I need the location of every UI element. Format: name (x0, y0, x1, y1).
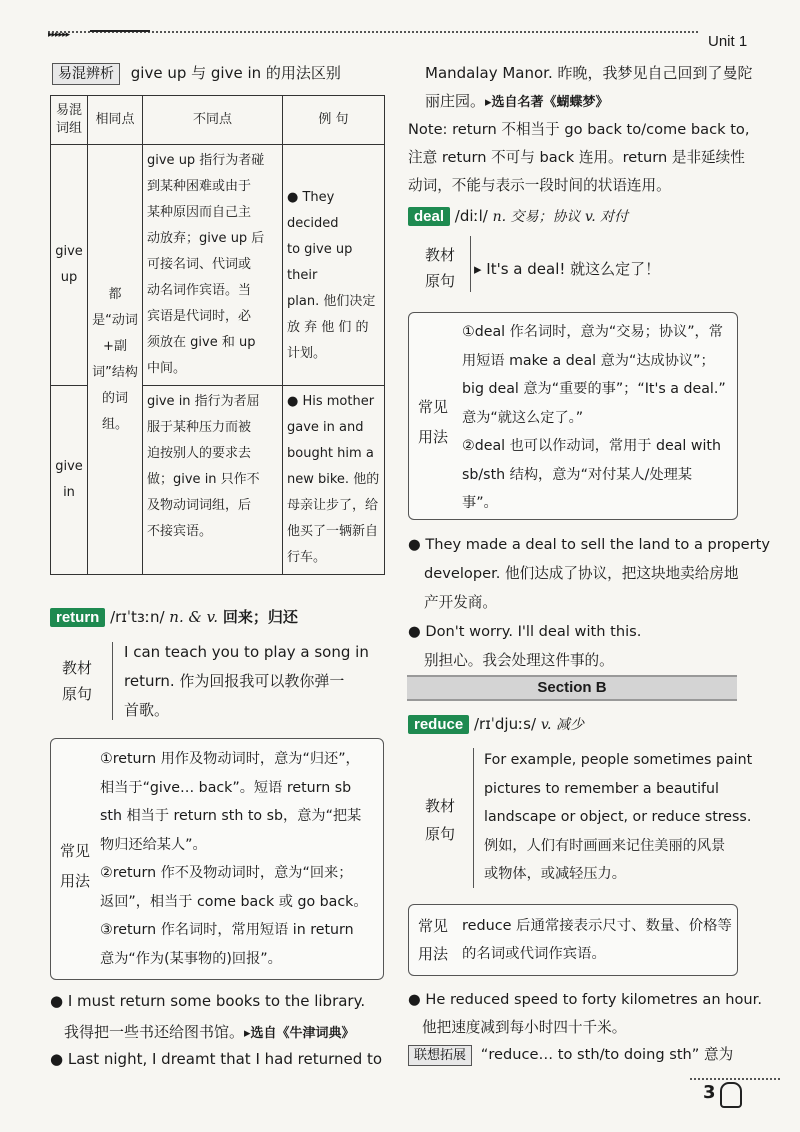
col-head: 例 句 (283, 96, 385, 145)
return-word: return (50, 608, 105, 627)
return-example-1-cn: 我得把一些书还给图书馆。▸选自《牛津词典》 (64, 1023, 355, 1041)
return-example-1: ● I must return some books to the library. (50, 992, 366, 1010)
comparison-table (50, 95, 385, 575)
deal-usage-label: 常见 用法 (418, 398, 449, 446)
deal-phonetic: /diːl/ (454, 207, 488, 225)
footer-rule (690, 1078, 780, 1080)
return-entry-head (50, 606, 298, 627)
return-source-sentence: I can teach you to play a song in return. 作为回报我可以教你弹一 首歌。 (124, 643, 369, 719)
reduce-word: reduce (408, 715, 469, 734)
word-give-up: give up (51, 145, 88, 386)
unit-label: Unit 1 (708, 33, 748, 50)
deal-source-label: 教材 原句 (425, 246, 456, 290)
deal-source-divider (470, 236, 471, 292)
header-rule-solid (90, 30, 150, 32)
page-number: 3 (703, 1082, 716, 1103)
extension-tag: 联想拓展 (408, 1045, 472, 1066)
example-give-up: ● They decided to give up their plan. 他们决定 放 弃 他 们 的 计划。 (283, 145, 385, 386)
bianxi-tag: 易混辨析 (52, 63, 120, 85)
bulb-icon (720, 1082, 742, 1108)
deal-definition: n. 交易；协议 v. 对付 (492, 209, 629, 225)
return-example-2-cn: 丽庄园。▸选自名著《蝴蝶梦》 (425, 92, 609, 110)
return-usage-label: 常见 用法 (60, 842, 91, 890)
reduce-examples: ● He reduced speed to forty kilometres an hour. 他把速度减到每小时四十千米。 (408, 991, 762, 1036)
word-give-in: give in (51, 386, 88, 575)
diff-give-up: give up 指行为者碰 到某种困难或由于 某种原因而自己主 动放弃；give up 后 可接名词、代词或 动名词作宾语。当 宾语是代词时，必 须放在 give 和 up 中间。 (143, 145, 283, 386)
return-meaning: 回来；归还 (222, 608, 298, 626)
deal-usage-text: ①deal 作名词时，意为“交易；协议”，常 用短语 make a deal 意为“达成协议”； big deal 意为“重要的事”；“It's a deal.” 意为“就这么定了。” ②deal 也可以作动词，常用于 deal with sb/sth 结构，意为“对付某人/处理某 事”。 (462, 324, 726, 511)
reduce-definition: v. 减少 (540, 717, 584, 733)
return-note: Note: return 不相当于 go back to/come back to, 注意 return 不可与 back 连用。return 是非延续性 动词，不能与表示一段时间的状语连用。 (408, 121, 750, 194)
reduce-source-divider (473, 748, 474, 888)
return-source-label: 教材 原句 (62, 659, 93, 703)
extension-text: “reduce… to sth/to doing sth” 意为 (480, 1046, 734, 1063)
source-divider (112, 642, 113, 720)
diff-give-in: give in 指行为者屈 服于某种压力而被 迫按别人的要求去 做；give in 只作不 及物动词词组，后 不接宾语。 (143, 386, 283, 575)
reduce-usage-label: 常见 用法 (418, 917, 449, 963)
deal-examples: ● They made a deal to sell the land to a property developer. 他们达成了协议，把这块地卖给房地 产开发商。 ● Don't worry. I'll deal with this. 别担心。我会处理这件事的。 (408, 536, 770, 669)
example-give-in: ● His mother gave in and bought him a new bike. 他的 母亲让步了，给 他买了一辆新自 行车。 (283, 386, 385, 575)
col-head: 相同点 (88, 96, 143, 145)
return-usage-text: ①return 用作及物动词时，意为“归还”， 相当于“give… back”。短语 return sb sth 相当于 return sth to sb，意为“把某 物归还给某人”。 ②return 作不及物动词时，意为“回来； 返回”，相当于 come back 或 go back。 ③return 作名词时，常用短语 in return 意为“作为(某事物的)回报”。 (100, 751, 368, 967)
bianxi-heading (52, 62, 341, 83)
reduce-source-label: 教材 原句 (425, 797, 456, 843)
reduce-phonetic: /rɪˈdjuːs/ (473, 715, 537, 733)
return-pos: n. & v. (169, 608, 219, 626)
bianxi-title: give up 与 give in 的用法区别 (130, 64, 341, 82)
return-example-2-cont: Mandalay Manor. 昨晚，我梦见自己回到了曼陀 (425, 64, 753, 82)
deal-source-sentence: ▸ It's a deal! 就这么定了！ (474, 260, 661, 278)
col-head: 易混词组 (51, 96, 88, 145)
deal-entry-head (408, 206, 628, 226)
return-phonetic: /rɪˈtɜːn/ (110, 608, 165, 626)
reduce-extension (408, 1043, 733, 1064)
deal-word: deal (408, 207, 450, 226)
same-point: 都 是“动词+副词”结构的词组。 (88, 145, 143, 575)
reduce-usage-text: reduce 后通常接表示尺寸、数量、价格等 的名词或代词作宾语。 (462, 918, 732, 962)
section-b-banner: Section B (407, 675, 737, 701)
reduce-entry-head (408, 714, 584, 734)
header-arrows: ▸▸▸▸▸▸ (48, 30, 70, 40)
return-example-2: ● Last night, I dreamt that I had returned to (50, 1050, 383, 1068)
reduce-source-sentence: For example, people sometimes paint pictures to remember a beautiful landscape or object, or reduce stress. 例如，人们有时画画来记住美丽的风景 或物体，或减轻压力。 (484, 752, 753, 882)
col-head: 不同点 (143, 96, 283, 145)
